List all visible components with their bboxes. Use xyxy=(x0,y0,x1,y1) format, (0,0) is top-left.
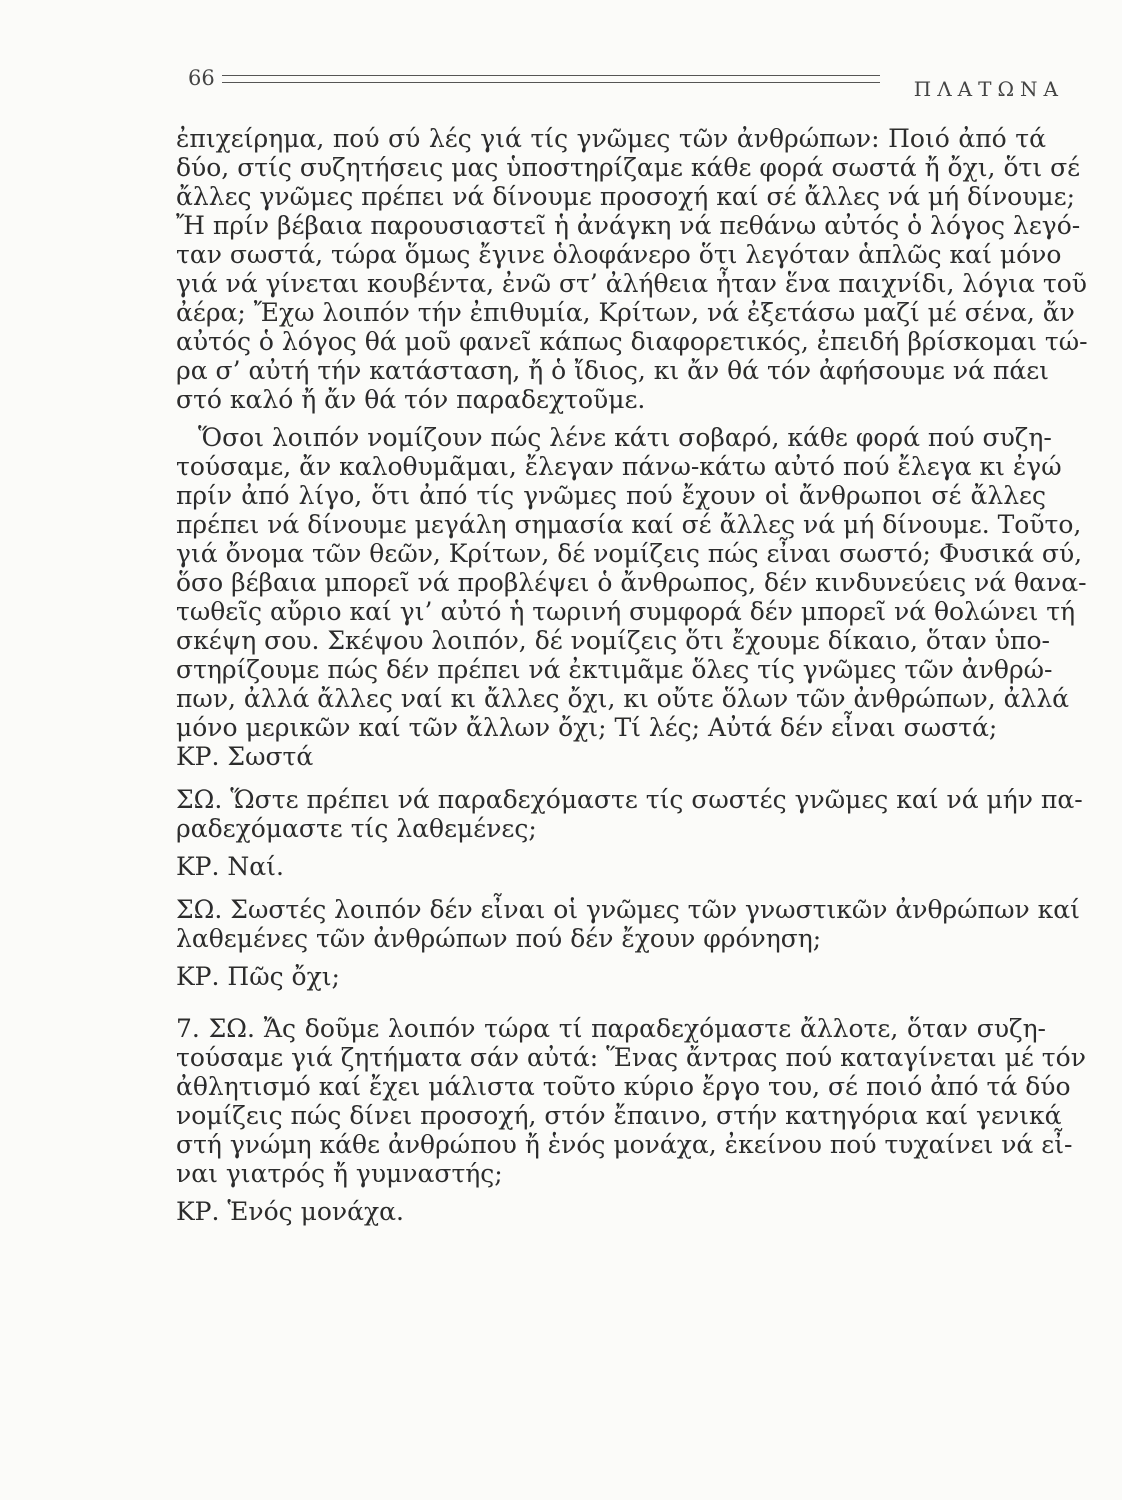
text-line: τούσαμε γιά ζητήματα σάν αὐτά: Ἕνας ἄντρας πού καταγίνεται μέ τόν xyxy=(176,1043,1086,1072)
text-line: ΚΡ. Σωστά xyxy=(176,742,314,771)
text-line: ἄλλες γνῶμες πρέπει νά δίνουμε προσοχή καί σέ ἄλλες νά μή δίνουμε; xyxy=(176,182,1076,211)
spacer xyxy=(176,1188,1046,1197)
text-line: ΣΩ. Ὥστε πρέπει νά παραδεχόμαστε τίς σωστές γνῶμες καί νά μήν πα- xyxy=(176,785,1083,814)
page-body xyxy=(176,124,1088,1226)
dialogue-line xyxy=(176,962,1046,991)
dialogue-line xyxy=(176,742,1046,771)
text-line: ταν σωστά, τώρα ὅμως ἔγινε ὁλοφάνερο ὅτι λεγόταν ἁπλῶς καί μόνο xyxy=(176,240,1062,269)
text-line: στηρίζουμε πώς δέν πρέπει νά ἐκτιμᾶμε ὅλες τίς γνῶμες τῶν ἀνθρώ- xyxy=(176,655,1053,684)
text-line: Ὅσοι λοιπόν νομίζουν πώς λένε κάτι σοβαρό, κάθε φορά πού συζη- xyxy=(198,423,1052,452)
text-line: μόνο μερικῶν καί τῶν ἄλλων ὄχι; Τί λές; Αὐτά δέν εἶναι σωστά; xyxy=(176,713,998,742)
dialogue-line xyxy=(176,852,1046,881)
text-line: στή γνώμη κάθε ἀνθρώπου ἤ ἑνός μονάχα, ἐκείνου πού τυχαίνει νά εἶ- xyxy=(176,1130,1073,1159)
text-line: πρέπει νά δίνουμε μεγάλη σημασία καί σέ ἄλλες νά μή δίνουμε. Τοῦτο, xyxy=(176,510,1082,539)
spacer xyxy=(176,953,1046,962)
text-line: ΚΡ. Ναί. xyxy=(176,852,284,881)
section-7 xyxy=(176,1014,1086,1188)
spacer xyxy=(176,1005,1046,1014)
header-rule-bottom xyxy=(222,82,880,83)
text-line: ΚΡ. Πῶς ὄχι; xyxy=(176,962,340,991)
paragraph xyxy=(176,423,1087,742)
paragraph xyxy=(176,124,1088,414)
spacer xyxy=(176,843,1046,852)
text-line: δύο, στίς συζητήσεις μας ὑποστηρίζαμε κάθε φορά σωστά ἤ ὄχι, ὅτι σέ xyxy=(176,153,1081,182)
spacer xyxy=(176,881,1046,895)
header-rule-top xyxy=(222,75,880,76)
text-line: ρα σ’ αὐτή τήν κατάσταση, ἤ ὁ ἴδιος, κι ἄν θά τόν ἀφήσουμε νά πάει xyxy=(176,356,1049,385)
text-line: λαθεμένες τῶν ἀνθρώπων πού δέν ἔχουν φρόνηση; xyxy=(176,924,822,953)
text-line: ἀθλητισμό καί ἔχει μάλιστα τοῦτο κύριο ἔργο του, σέ ποιό ἀπό τά δύο xyxy=(176,1072,1071,1101)
text-line: ναι γιατρός ἤ γυμναστής; xyxy=(176,1159,503,1188)
text-line: Ἤ πρίν βέβαια παρουσιαστεῖ ἡ ἀνάγκη νά πεθάνω αὐτός ὁ λόγος λεγό- xyxy=(176,211,1081,240)
spacer xyxy=(176,771,1046,785)
text-line: 7. ΣΩ. Ἄς δοῦμε λοιπόν τώρα τί παραδεχόμαστε ἄλλοτε, ὅταν συζη- xyxy=(176,1014,1046,1043)
page-number: 66 xyxy=(188,66,215,90)
dialogue-line xyxy=(176,1197,1046,1226)
text-line: πων, ἀλλά ἄλλες ναί κι ἄλλες ὄχι, κι οὔτε ὅλων τῶν ἀνθρώπων, ἀλλά xyxy=(176,684,1070,713)
text-line: τούσαμε, ἄν καλοθυμᾶμαι, ἔλεγαν πάνω-κάτω αὐτό πού ἔλεγα κι ἐγώ xyxy=(176,452,1062,481)
text-line: γιά ὄνομα τῶν θεῶν, Κρίτων, δέ νομίζεις πώς εἶναι σωστό; Φυσικά σύ, xyxy=(176,539,1083,568)
text-line: ΚΡ. Ἑνός μονάχα. xyxy=(176,1197,404,1226)
running-title: ΠΛΑΤΩΝΑ xyxy=(913,77,1064,101)
text-line: τωθεῖς αὔριο καί γι’ αὐτό ἡ τωρινή συμφορά δέν μπορεῖ νά θολώνει τή xyxy=(176,597,1076,626)
text-line: ἐπιχείρημα, πού σύ λές γιά τίς γνῶμες τῶν ἀνθρώπων: Ποιό ἀπό τά xyxy=(176,124,1046,153)
text-line: ΣΩ. Σωστές λοιπόν δέν εἶναι οἱ γνῶμες τῶν γνωστικῶν ἀνθρώπων καί xyxy=(176,895,1080,924)
text-line: αὐτός ὁ λόγος θά μοῦ φανεῖ κάπως διαφορετικός, ἐπειδή βρίσκομαι τώ- xyxy=(176,327,1088,356)
text-line: ὅσο βέβαια μπορεῖ νά προβλέψει ὁ ἄνθρωπος, δέν κινδυνεύεις νά θανα- xyxy=(176,568,1087,597)
dialogue-line xyxy=(176,785,1083,843)
text-line: στό καλό ἤ ἄν θά τόν παραδεχτοῦμε. xyxy=(176,385,646,414)
page-header xyxy=(188,66,1064,101)
spacer xyxy=(176,991,1046,1005)
text-line: γιά νά γίνεται κουβέντα, ἐνῶ στ’ ἀλήθεια ἦταν ἕνα παιχνίδι, λόγια τοῦ xyxy=(176,269,1087,298)
spacer xyxy=(176,414,1046,423)
dialogue-line xyxy=(176,895,1080,953)
text-line: νομίζεις πώς δίνει προσοχή, στόν ἔπαινο, στήν κατηγόρια καί γενικά xyxy=(176,1101,1062,1130)
text-line: πρίν ἀπό λίγο, ὅτι ἀπό τίς γνῶμες πού ἔχουν οἱ ἄνθρωποι σέ ἄλλες xyxy=(176,481,1046,510)
text-line: ἀέρα; Ἔχω λοιπόν τήν ἐπιθυμία, Κρίτων, νά ἐξετάσω μαζί μέ σένα, ἄν xyxy=(176,298,1075,327)
text-line: ραδεχόμαστε τίς λαθεμένες; xyxy=(176,814,537,843)
text-line: σκέψη σου. Σκέψου λοιπόν, δέ νομίζεις ὅτι ἔχουμε δίκαιο, ὅταν ὑπο- xyxy=(176,626,1050,655)
